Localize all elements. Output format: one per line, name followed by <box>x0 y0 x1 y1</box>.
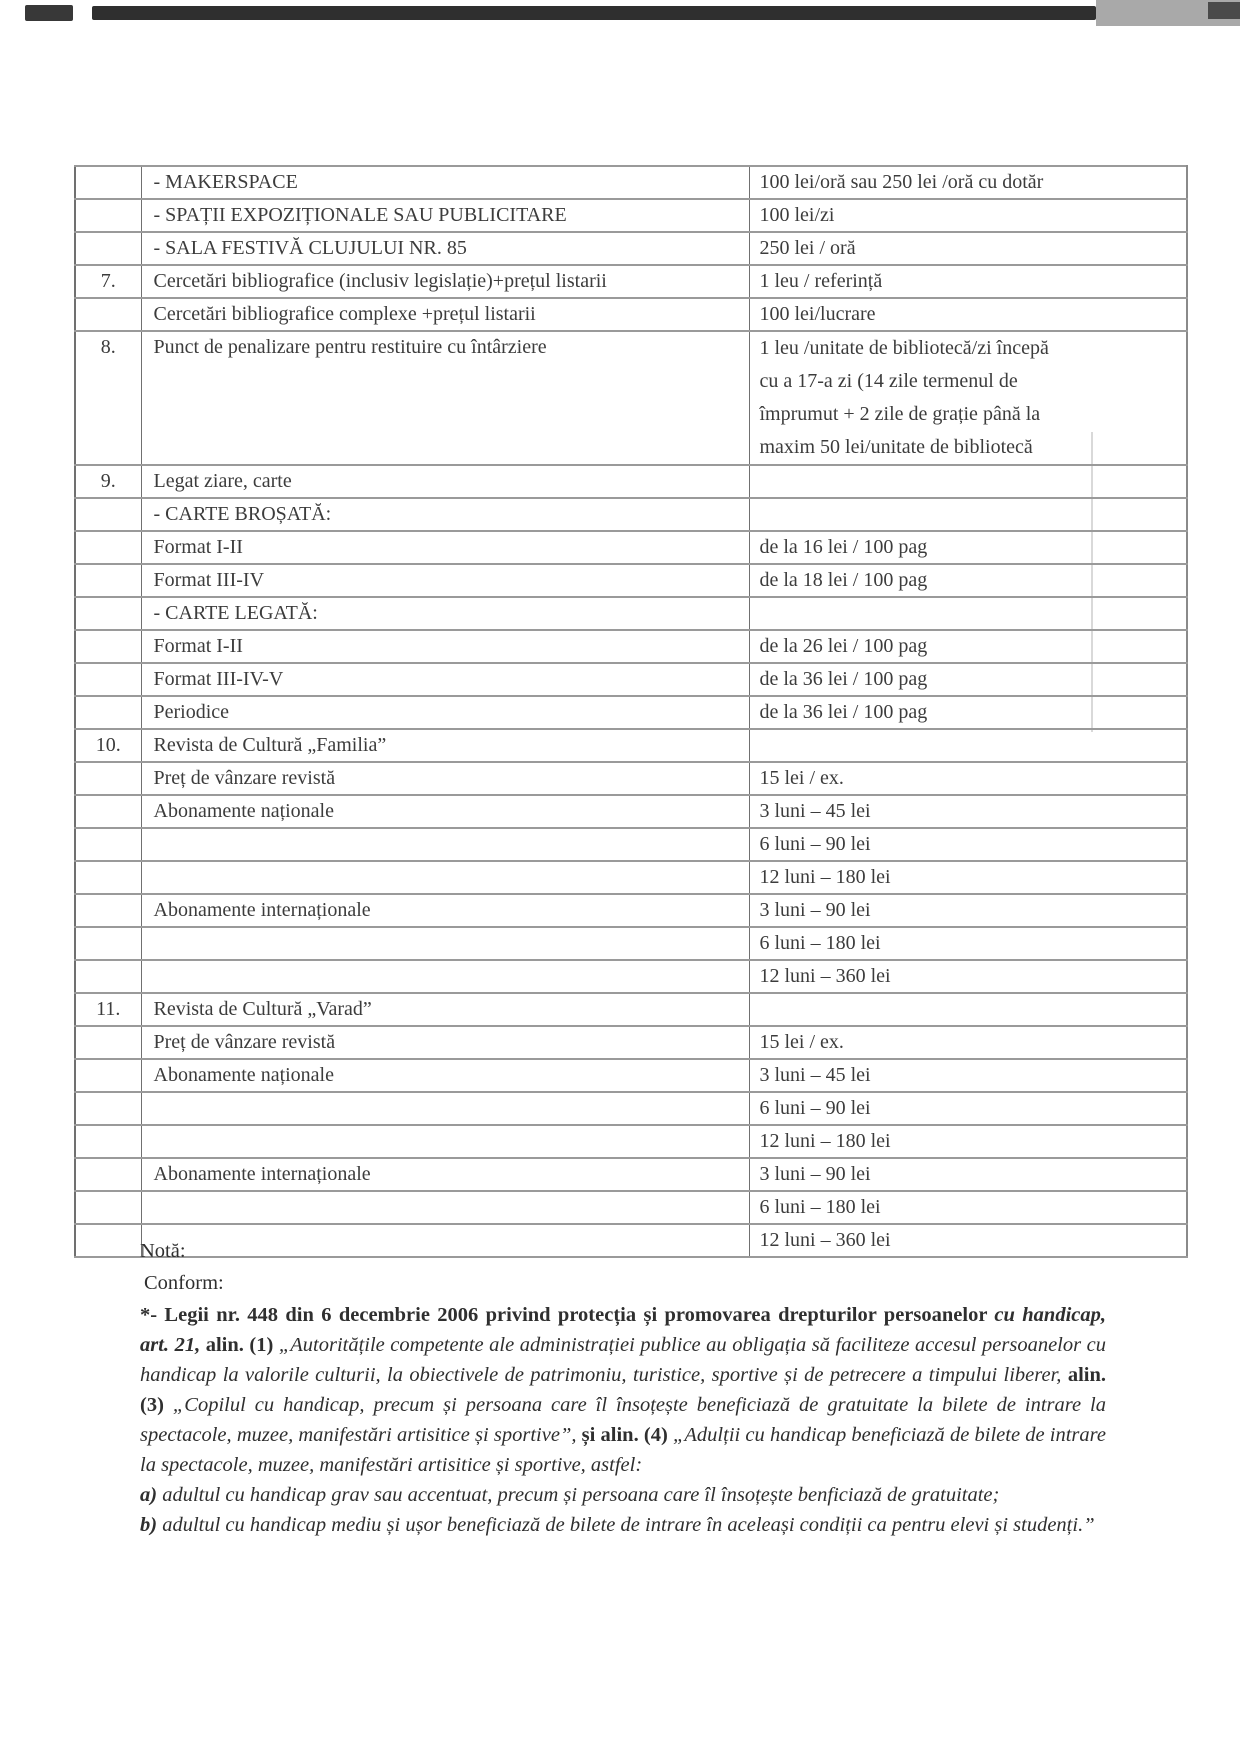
tariff-value-line: maxim 50 lei/unitate de bibliotecă <box>759 436 1033 458</box>
row-number-cell <box>75 1224 141 1257</box>
row-number-cell <box>75 199 141 232</box>
tariff-value-cell <box>749 696 1187 729</box>
service-description: - SALA FESTIVĂ CLUJULUI NR. 85 <box>153 237 467 259</box>
tariff-value: 3 luni – 90 lei <box>759 899 871 921</box>
table-row <box>75 1059 1187 1092</box>
row-number-cell <box>75 762 141 795</box>
service-description: Cercetări bibliografice (inclusiv legislație)+prețul listarii <box>153 270 607 292</box>
tariff-value-line: cu a 17-a zi (14 zile termenul de <box>759 370 1018 392</box>
service-description-cell <box>141 465 749 498</box>
tariff-value-cell <box>749 993 1187 1026</box>
row-number-cell <box>75 795 141 828</box>
row-number: 8. <box>100 336 116 358</box>
tariff-value-cell <box>749 564 1187 597</box>
row-number: 9. <box>100 470 116 492</box>
tariff-value-cell <box>749 298 1187 331</box>
note-segment: „Autoritățile competente ale administrației publice au obligația să faciliteze accesul persoanelor cu handicap la valorile culturii, la obiectivele de patrimoniu, turistice, sportive și de petrecere a timpului liberer, <box>140 1334 1106 1386</box>
row-number-cell <box>75 663 141 696</box>
table-row <box>75 564 1187 597</box>
note-title: Notă: <box>140 1240 186 1262</box>
service-description: Format I-II <box>153 536 243 558</box>
row-number-cell <box>75 166 141 199</box>
table-row <box>75 166 1187 199</box>
service-description: Abonamente internaționale <box>153 1163 371 1185</box>
tariff-value-line: 1 leu /unitate de bibliotecă/zi începă <box>759 337 1049 359</box>
tariff-value-cell <box>749 597 1187 630</box>
tariff-value-cell <box>749 927 1187 960</box>
tariff-value: 6 luni – 90 lei <box>759 1097 871 1119</box>
table-row <box>75 498 1187 531</box>
service-description: Cercetări bibliografice complexe +prețul listarii <box>153 303 536 325</box>
tariff-value: 12 luni – 180 lei <box>759 866 891 888</box>
tariff-value-cell <box>749 265 1187 298</box>
tariff-value-cell <box>749 331 1187 465</box>
scan-artifact-block-right-dark <box>1208 2 1240 19</box>
row-number: 11. <box>96 998 121 1020</box>
row-number-cell <box>75 1125 141 1158</box>
service-description-cell <box>141 729 749 762</box>
note-segment: b) <box>140 1514 163 1536</box>
table-row <box>75 1191 1187 1224</box>
service-description-cell <box>141 696 749 729</box>
row-number-cell <box>75 630 141 663</box>
tariff-value-cell <box>749 232 1187 265</box>
row-number-cell <box>75 1059 141 1092</box>
row-number-cell <box>75 1092 141 1125</box>
table-row <box>75 663 1187 696</box>
service-description-cell <box>141 927 749 960</box>
service-description-cell <box>141 531 749 564</box>
service-description-cell <box>141 861 749 894</box>
note-paragraph <box>140 1300 1106 1480</box>
table-row <box>75 1125 1187 1158</box>
service-description-cell <box>141 993 749 1026</box>
service-description-cell <box>141 795 749 828</box>
table-row <box>75 960 1187 993</box>
table-row <box>75 298 1187 331</box>
tariff-value-cell <box>749 828 1187 861</box>
service-description-cell <box>141 828 749 861</box>
table-row <box>75 861 1187 894</box>
tariff-value-cell <box>749 1191 1187 1224</box>
row-number-cell <box>75 861 141 894</box>
tariff-value: 6 luni – 180 lei <box>759 1196 881 1218</box>
service-description-cell <box>141 630 749 663</box>
service-description-cell <box>141 960 749 993</box>
service-description-cell <box>141 564 749 597</box>
row-number: 7. <box>100 270 116 292</box>
table-row <box>75 265 1187 298</box>
tariff-value: 12 luni – 360 lei <box>759 1229 891 1251</box>
service-description: Punct de penalizare pentru restituire cu întârziere <box>153 336 547 358</box>
service-description-cell <box>141 1158 749 1191</box>
tariff-value: 3 luni – 90 lei <box>759 1163 871 1185</box>
row-number-cell <box>75 927 141 960</box>
row-number-cell <box>75 465 141 498</box>
scan-artifact-bar-left <box>25 5 73 21</box>
tariff-value: 3 luni – 45 lei <box>759 800 871 822</box>
row-number-cell <box>75 1191 141 1224</box>
tariff-value: 15 lei / ex. <box>759 767 844 789</box>
service-description-cell <box>141 298 749 331</box>
tariff-value-cell <box>749 1158 1187 1191</box>
tariff-value-cell <box>749 630 1187 663</box>
note-segment: adultul cu handicap grav sau accentuat, precum și persoana care îl însoțește benficiază de gratuitate; <box>162 1484 1000 1506</box>
service-description: Abonamente internaționale <box>153 899 371 921</box>
tariff-value: de la 26 lei / 100 pag <box>759 635 928 657</box>
tariff-value: 100 lei/lucrare <box>759 303 876 325</box>
row-number-cell <box>75 331 141 465</box>
row-number-cell <box>75 894 141 927</box>
service-description: Revista de Cultură „Varad” <box>153 998 372 1020</box>
note-paragraph <box>140 1480 1106 1510</box>
table-row <box>75 894 1187 927</box>
tariff-value-cell <box>749 531 1187 564</box>
service-description: Preț de vânzare revistă <box>153 767 336 789</box>
service-description-cell <box>141 1191 749 1224</box>
service-description: Legat ziare, carte <box>153 470 292 492</box>
service-description-cell <box>141 232 749 265</box>
service-description: Format III-IV <box>153 569 265 591</box>
row-number-cell <box>75 993 141 1026</box>
service-description-cell <box>141 894 749 927</box>
service-description: Preț de vânzare revistă <box>153 1031 336 1053</box>
tariff-value: 100 lei/oră sau 250 lei /oră cu dotăr <box>759 171 1044 193</box>
service-description: - SPAȚII EXPOZIȚIONALE SAU PUBLICITARE <box>153 204 567 226</box>
tariff-value: 6 luni – 180 lei <box>759 932 881 954</box>
service-description-cell <box>141 597 749 630</box>
row-number-cell <box>75 1158 141 1191</box>
row-number-cell <box>75 1026 141 1059</box>
row-number-cell <box>75 960 141 993</box>
note-segment: și alin. (4) <box>581 1424 673 1446</box>
tariff-value-cell <box>749 498 1187 531</box>
note-segment: alin. (3) <box>140 1364 1106 1416</box>
tariff-value: 100 lei/zi <box>759 204 835 226</box>
note-paragraph <box>140 1510 1106 1540</box>
tariff-value-cell <box>749 166 1187 199</box>
tariff-value-cell <box>749 1092 1187 1125</box>
tariff-value: 3 luni – 45 lei <box>759 1064 871 1086</box>
tariff-value: 15 lei / ex. <box>759 1031 844 1053</box>
tariff-value-cell <box>749 1125 1187 1158</box>
table-row <box>75 199 1187 232</box>
tariff-value: 1 leu / referință <box>759 270 883 292</box>
table-row <box>75 597 1187 630</box>
table-row <box>75 1092 1187 1125</box>
row-number-cell <box>75 696 141 729</box>
table-row <box>75 696 1187 729</box>
table-row <box>75 331 1187 465</box>
tariff-value-cell <box>749 795 1187 828</box>
note-segment: „Adulții cu handicap beneficiază de bilete de intrare la spectacole, muzee, manifestări artisitice și sportive, astfel: <box>140 1424 1106 1476</box>
tariff-value-cell <box>749 861 1187 894</box>
service-description-cell <box>141 762 749 795</box>
service-description: - CARTE BROȘATĂ: <box>153 503 332 525</box>
tariff-value: 12 luni – 360 lei <box>759 965 891 987</box>
table-row <box>75 795 1187 828</box>
tariff-value: de la 36 lei / 100 pag <box>759 668 928 690</box>
row-number-cell <box>75 298 141 331</box>
note-segment: adultul cu handicap mediu și ușor beneficiază de bilete de intrare în aceleași condiții ca pentru elevi și studenți.” <box>162 1514 1095 1536</box>
row-number: 10. <box>95 734 121 756</box>
tariff-value: de la 36 lei / 100 pag <box>759 701 928 723</box>
service-description-cell <box>141 331 749 465</box>
note-section <box>140 1236 1106 1540</box>
tariff-value-cell <box>749 960 1187 993</box>
tariff-value-cell <box>749 663 1187 696</box>
service-description-cell <box>141 166 749 199</box>
service-description-cell <box>141 498 749 531</box>
table-row <box>75 531 1187 564</box>
service-description: Revista de Cultură „Familia” <box>153 734 387 756</box>
note-conform: Conform: <box>144 1272 224 1294</box>
service-description-cell <box>141 1092 749 1125</box>
tariff-value: 12 luni – 180 lei <box>759 1130 891 1152</box>
tariff-value: 6 luni – 90 lei <box>759 833 871 855</box>
note-segment: a) <box>140 1484 163 1506</box>
tariff-value-cell <box>749 762 1187 795</box>
tariff-value-cell <box>749 1026 1187 1059</box>
tariff-value-line: împrumut + 2 zile de grație până la <box>759 403 1041 425</box>
service-description-cell <box>141 265 749 298</box>
row-number-cell <box>75 232 141 265</box>
note-segment: „Copilul cu handicap, precum și persoana care îl însoțește beneficiază de gratuitate la bilete de intrare la spectacole, muzee, manifestări artisitice și sportive”, <box>140 1394 1107 1446</box>
service-description-cell <box>141 1059 749 1092</box>
tariff-value-cell <box>749 1059 1187 1092</box>
service-description-cell <box>141 1125 749 1158</box>
table-row <box>75 927 1187 960</box>
tariff-value: 250 lei / oră <box>759 237 856 259</box>
service-description: Abonamente naționale <box>153 800 334 822</box>
note-segment: cu handicap, art. 21, <box>140 1304 1106 1356</box>
row-number-cell <box>75 265 141 298</box>
note-paragraphs <box>140 1300 1106 1540</box>
service-description-cell <box>141 663 749 696</box>
service-description: - CARTE LEGATĂ: <box>153 602 318 624</box>
tariff-value: de la 16 lei / 100 pag <box>759 536 928 558</box>
table-row <box>75 993 1187 1026</box>
row-number-cell <box>75 597 141 630</box>
service-description: Format I-II <box>153 635 243 657</box>
note-segment: alin. (1) <box>205 1334 279 1356</box>
tariff-value-cell <box>749 729 1187 762</box>
service-description: Periodice <box>153 701 230 723</box>
row-number-cell <box>75 828 141 861</box>
scan-artifact-bar-main <box>92 6 1096 20</box>
row-number-cell <box>75 498 141 531</box>
note-segment: *- Legii nr. 448 din 6 decembrie 2006 privind protecția și promovarea drepturilor persoanelor <box>140 1304 995 1326</box>
library-tariffs-table <box>74 165 1188 1258</box>
row-number-cell <box>75 531 141 564</box>
table-row <box>75 729 1187 762</box>
table-row <box>75 1026 1187 1059</box>
service-description: Format III-IV-V <box>153 668 284 690</box>
service-description: - MAKERSPACE <box>153 171 298 193</box>
row-number-cell <box>75 564 141 597</box>
tariff-value-cell <box>749 465 1187 498</box>
tariff-value-cell <box>749 199 1187 232</box>
table-row <box>75 762 1187 795</box>
tariff-value-cell <box>749 894 1187 927</box>
tariff-value: de la 18 lei / 100 pag <box>759 569 928 591</box>
table-row <box>75 828 1187 861</box>
table-row <box>75 465 1187 498</box>
service-description: Abonamente naționale <box>153 1064 334 1086</box>
table-row <box>75 232 1187 265</box>
row-number-cell <box>75 729 141 762</box>
table-row <box>75 630 1187 663</box>
service-description-cell <box>141 1026 749 1059</box>
service-description-cell <box>141 199 749 232</box>
table-row <box>75 1158 1187 1191</box>
